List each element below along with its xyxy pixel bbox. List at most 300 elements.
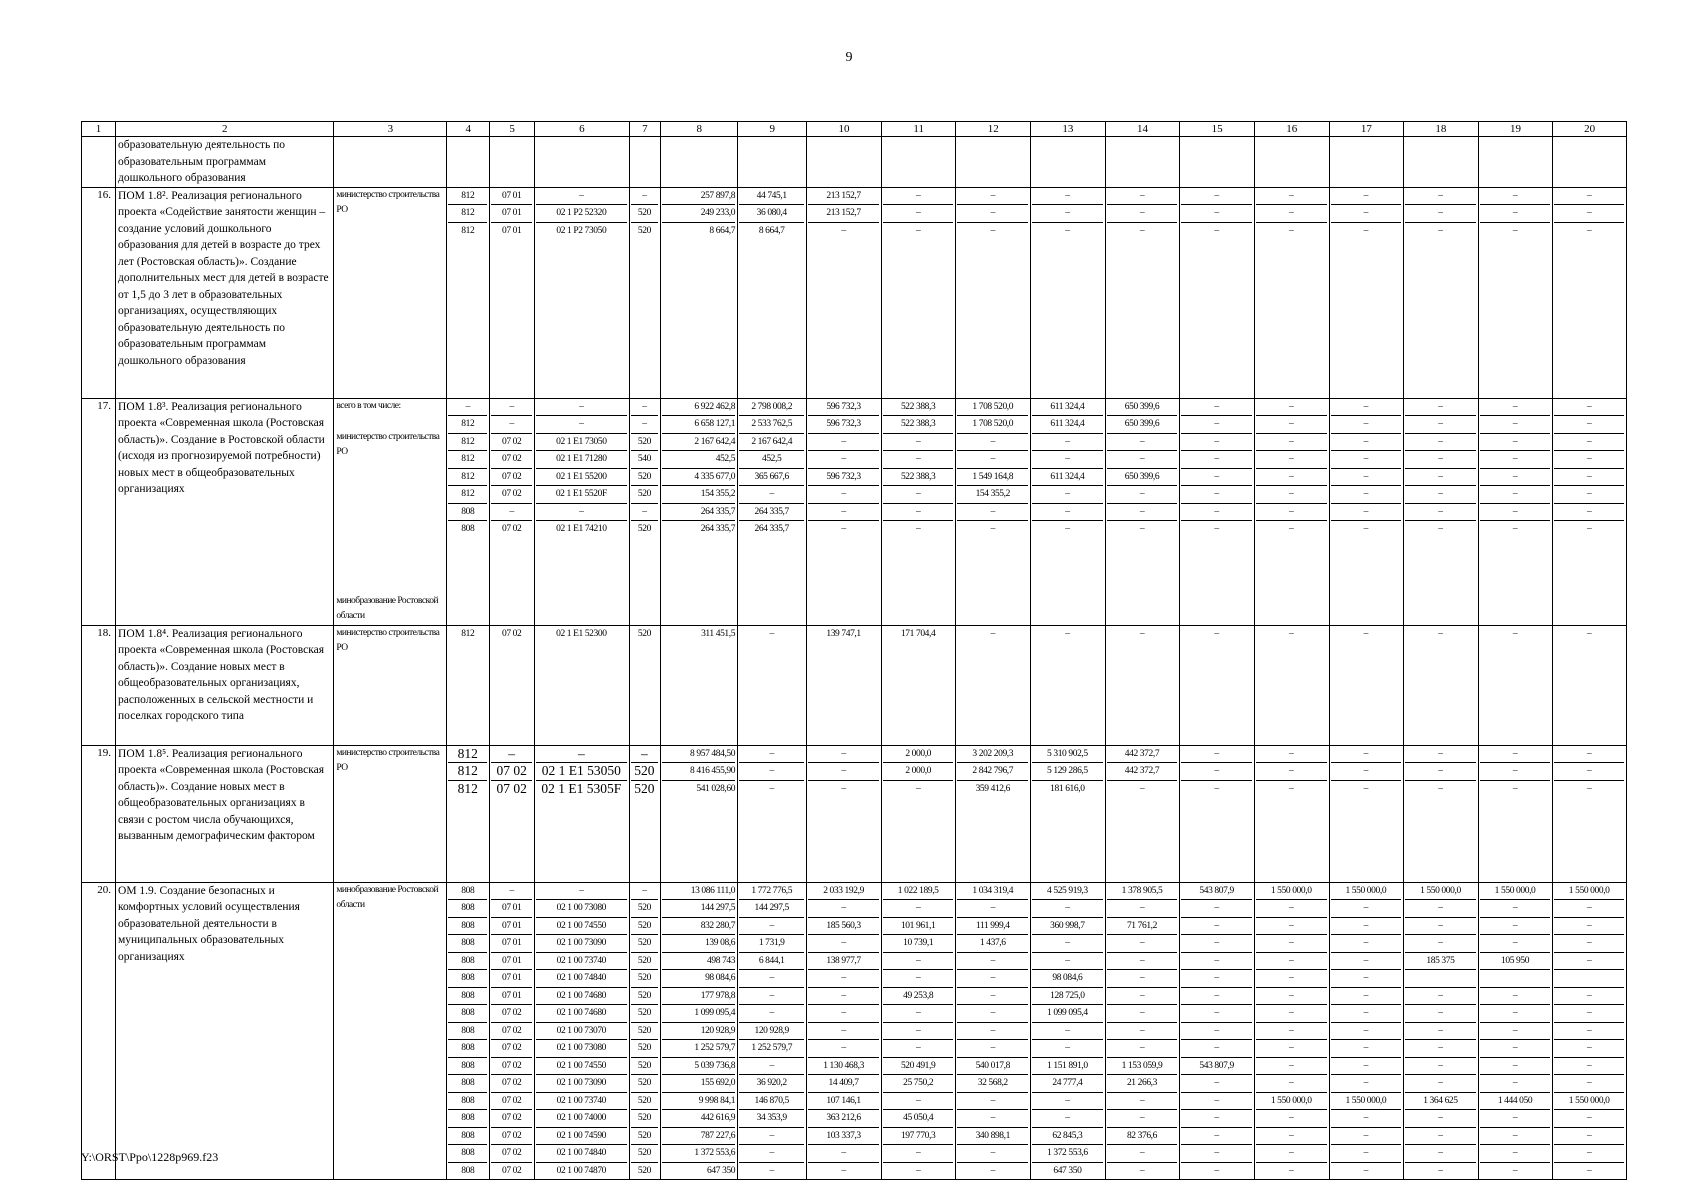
table-cell: 812 (457, 745, 478, 761)
table-cell: – (1331, 899, 1402, 917)
table-cell: 2 033 192,9 (823, 885, 864, 896)
table-cell: – (883, 780, 954, 798)
table-cell: – (1554, 987, 1624, 1005)
table-cell: – (1256, 1057, 1327, 1075)
table-cell: 139 08,6 (662, 934, 735, 952)
table-cell: – (1181, 1127, 1252, 1145)
table-cell: 520 (631, 1074, 659, 1092)
table-cell: 520 (631, 520, 659, 538)
table-cell: 264 335,7 (739, 520, 804, 538)
table-cell: 02 1 E1 53050 (536, 762, 626, 780)
table-cell: 832 280,7 (662, 917, 735, 935)
table-cell: – (1480, 1127, 1551, 1145)
table-cell: 520 (631, 1022, 659, 1040)
table-cell: 498 743 (662, 952, 735, 970)
table-cell: 197 770,3 (883, 1127, 954, 1145)
table-cell: – (1480, 1022, 1551, 1040)
table-cell: – (1214, 401, 1219, 412)
table-cell: – (1405, 1074, 1476, 1092)
table-cell: 02 1 P2 52320 (536, 204, 626, 222)
table-cell: 14 409,7 (808, 1074, 879, 1092)
table-cell: 120 928,9 (662, 1022, 735, 1040)
table-cell: 5 310 902,5 (1047, 748, 1088, 759)
table-cell: – (1480, 987, 1551, 1005)
table-cell (957, 137, 1028, 154)
measure-name: ПОМ 1.8². Реализация регионального проекта «Содействие занятости женщин – создание условий дошкольного образования для детей в возрасте до трех лет (Ростовская область)». Создание дополнительных мест для детей в возрасте от 1,5 до 3 лет в образовательных организациях, осуществляющих образовательную деятельность по образовательным программам дошкольного образования (116, 187, 334, 398)
table-cell: 02 1 00 74550 (536, 917, 626, 935)
table-cell: – (1065, 190, 1070, 201)
table-cell: – (1512, 628, 1518, 639)
amount-column-15 (1180, 745, 1255, 882)
code-column-c7 (629, 398, 661, 625)
table-cell: – (1405, 1127, 1476, 1145)
table-cell: 808 (448, 1092, 487, 1110)
amount-column-8 (661, 187, 738, 398)
amount-column-10 (807, 882, 882, 1180)
table-cell: 2 167 642,4 (662, 433, 735, 451)
table-cell: – (1480, 1074, 1551, 1092)
table-cell: – (1181, 952, 1252, 970)
responsible-label: минобразование Ростовской области (336, 595, 439, 621)
table-cell: 340 898,1 (957, 1127, 1028, 1145)
table-cell: – (883, 1162, 954, 1180)
table-cell: 520 (631, 1092, 659, 1110)
amount-column-17 (1329, 625, 1404, 745)
table-cell: – (1331, 415, 1402, 433)
table-cell (1405, 969, 1476, 987)
table-cell: – (1405, 780, 1476, 798)
table-cell: 311 451,5 (701, 628, 736, 639)
table-cell: 520 (631, 1162, 659, 1180)
table-cell: 812 (448, 762, 487, 780)
amount-column-9 (738, 745, 807, 882)
table-cell: 07 01 (491, 917, 532, 935)
table-cell: 596 732,3 (808, 415, 879, 433)
table-cell: – (1107, 969, 1178, 987)
table-cell: – (1405, 899, 1476, 917)
table-cell: – (957, 1004, 1028, 1022)
amount-column-19 (1478, 398, 1553, 625)
table-cell: – (1480, 1004, 1551, 1022)
table-cell: 02 1 00 74550 (536, 1057, 626, 1075)
table-cell: 02 1 E1 52300 (556, 628, 607, 639)
table-cell: 120 928,9 (739, 1022, 804, 1040)
table-cell: 07 02 (491, 1004, 532, 1022)
amount-column-19 (1478, 137, 1553, 188)
amount-column-20 (1553, 398, 1627, 625)
code-column-c5 (490, 398, 535, 625)
responsible-label: минобразование Ростовской области (336, 884, 439, 910)
table-cell: – (1480, 762, 1551, 780)
table-cell: 264 335,7 (662, 520, 735, 538)
column-header-13: 13 (1031, 122, 1106, 137)
table-cell: 13 086 111,0 (690, 885, 736, 896)
table-cell: – (1405, 762, 1476, 780)
table-cell: 808 (448, 934, 487, 952)
code-column-c5 (490, 137, 535, 188)
table-cell: – (1331, 917, 1402, 935)
amount-column-14 (1105, 187, 1180, 398)
table-cell: 543 807,9 (1199, 885, 1234, 896)
table-cell: – (1405, 222, 1476, 240)
table-cell (1181, 137, 1252, 154)
table-cell: 02 1 00 74840 (536, 1144, 626, 1162)
table-cell: – (739, 969, 804, 987)
table-cell: 49 253,8 (883, 987, 954, 1005)
amount-column-12 (956, 398, 1031, 625)
table-cell: 812 (448, 433, 487, 451)
amount-column-18 (1404, 745, 1479, 882)
table-cell: – (957, 952, 1028, 970)
amount-column-14 (1105, 137, 1180, 188)
amount-column-11 (881, 882, 956, 1180)
table-cell: 520 491,9 (883, 1057, 954, 1075)
code-column-c5 (490, 745, 535, 882)
amount-column-14 (1105, 882, 1180, 1180)
table-cell: 02 1 00 74840 (536, 969, 626, 987)
table-cell: 02 1 00 74870 (536, 1162, 626, 1180)
table-cell: – (1181, 1109, 1252, 1127)
table-cell: – (1554, 503, 1624, 521)
table-cell: – (1256, 485, 1327, 503)
table-cell: – (841, 748, 846, 759)
table-cell: – (883, 1039, 954, 1057)
amount-column-18 (1404, 882, 1479, 1180)
column-header-3: 3 (334, 122, 447, 137)
table-cell: – (1181, 450, 1252, 468)
table-cell: 07 01 (491, 969, 532, 987)
code-column-c4 (447, 137, 490, 188)
table-cell: 1 549 164,8 (957, 468, 1028, 486)
table-cell: 1 252 579,7 (739, 1039, 804, 1057)
amount-column-20 (1553, 745, 1627, 882)
table-cell: 2 000,0 (905, 748, 932, 759)
table-cell: 808 (448, 917, 487, 935)
amount-column-9 (738, 137, 807, 188)
table-cell: – (883, 1004, 954, 1022)
table-cell: 257 897,8 (700, 190, 736, 201)
table-cell: – (808, 433, 879, 451)
table-cell: – (957, 1092, 1028, 1110)
table-cell: 98 084,6 (662, 969, 735, 987)
table-cell: 812 (448, 222, 487, 240)
table-cell: – (1181, 222, 1252, 240)
table-cell: – (883, 952, 954, 970)
budget-table (81, 121, 1627, 1180)
amount-column-20 (1553, 882, 1627, 1180)
table-cell: 213 152,7 (808, 204, 879, 222)
table-cell: – (957, 899, 1028, 917)
column-header-16: 16 (1254, 122, 1329, 137)
table-cell: – (642, 401, 647, 412)
table-cell: – (1554, 762, 1624, 780)
table-cell: – (1107, 1022, 1178, 1040)
table-cell: 812 (448, 204, 487, 222)
code-column-c6 (535, 882, 629, 1180)
responsible-label: министерство строительства РО (336, 189, 440, 215)
amount-column-17 (1329, 882, 1404, 1180)
amount-column-12 (956, 187, 1031, 398)
amount-column-16 (1254, 745, 1329, 882)
code-column-c6 (535, 187, 629, 398)
table-cell: – (915, 190, 921, 201)
table-cell: 6 844,1 (739, 952, 804, 970)
table-cell: – (739, 762, 804, 780)
column-header-row (82, 122, 1627, 137)
table-cell: 139 747,1 (826, 628, 861, 639)
table-cell: 1 099 095,4 (662, 1004, 735, 1022)
table-cell: – (883, 1144, 954, 1162)
amount-column-9 (738, 625, 807, 745)
table-cell: – (1554, 485, 1624, 503)
table-cell: – (1107, 934, 1178, 952)
amount-column-14 (1105, 625, 1180, 745)
table-cell (662, 137, 735, 154)
amount-column-13 (1031, 882, 1106, 1180)
table-cell: 520 (631, 934, 659, 952)
column-header-15: 15 (1180, 122, 1255, 137)
table-cell: 8 416 455,90 (662, 762, 735, 780)
table-cell: – (1331, 204, 1402, 222)
amount-column-13 (1031, 625, 1106, 745)
table-cell: 02 1 00 74000 (536, 1109, 626, 1127)
code-column-c6 (535, 398, 629, 625)
amount-column-18 (1404, 398, 1479, 625)
table-cell: 02 1 00 73740 (536, 952, 626, 970)
table-cell: 520 (631, 952, 659, 970)
amount-column-10 (807, 187, 882, 398)
column-header-4: 4 (447, 122, 490, 137)
column-header-14: 14 (1105, 122, 1180, 137)
table-cell (739, 137, 804, 154)
amount-column-9 (738, 398, 807, 625)
table-cell: 808 (448, 1074, 487, 1092)
table-cell: – (1405, 415, 1476, 433)
amount-column-18 (1404, 187, 1479, 398)
table-cell: – (579, 885, 584, 896)
row-number (82, 137, 116, 188)
table-cell: – (883, 969, 954, 987)
table-cell: 07 01 (491, 222, 532, 240)
table-cell: – (1554, 415, 1624, 433)
table-cell: – (1256, 1022, 1327, 1040)
table-cell: 812 (448, 450, 487, 468)
table-cell: – (883, 1092, 954, 1110)
table-cell: 07 02 (491, 1057, 532, 1075)
table-cell: – (1181, 1039, 1252, 1057)
table-cell: 365 667,6 (739, 468, 804, 486)
table-cell: 2 000,0 (883, 762, 954, 780)
table-cell: – (1256, 1127, 1327, 1145)
table-cell: 185 375 (1405, 952, 1476, 970)
table-cell: – (1512, 401, 1518, 412)
table-cell: – (1181, 1004, 1252, 1022)
amount-column-12 (956, 882, 1031, 1180)
table-cell: – (957, 520, 1028, 538)
amount-column-19 (1478, 745, 1553, 882)
table-cell: – (957, 1162, 1028, 1180)
table-cell: 1 372 553,6 (1032, 1144, 1103, 1162)
amount-column-16 (1254, 882, 1329, 1180)
table-cell: – (1032, 899, 1103, 917)
table-cell: – (1480, 1039, 1551, 1057)
table-cell: – (883, 1022, 954, 1040)
table-cell: 103 337,3 (808, 1127, 879, 1145)
table-cell: – (1554, 222, 1624, 240)
table-cell: – (1331, 503, 1402, 521)
table-cell: 07 02 (491, 468, 532, 486)
table-cell: 249 233,0 (662, 204, 735, 222)
table-cell: 07 01 (491, 952, 532, 970)
table-cell: – (1554, 934, 1624, 952)
table-cell: 144 297,5 (739, 899, 804, 917)
table-cell: – (1256, 1074, 1327, 1092)
amount-column-11 (881, 137, 956, 188)
responsible-executor (334, 625, 447, 745)
table-cell: – (808, 987, 879, 1005)
table-cell: 264 335,7 (739, 503, 804, 521)
table-cell: 107 146,1 (808, 1092, 879, 1110)
table-cell (1480, 969, 1551, 987)
table-cell: – (1256, 503, 1327, 521)
table-cell: – (1181, 415, 1252, 433)
table-cell: – (1480, 934, 1551, 952)
table-cell: 02 1 E1 5520F (536, 485, 626, 503)
table-cell: 185 560,3 (808, 917, 879, 935)
table-cell: – (579, 401, 584, 412)
table-cell: 808 (448, 987, 487, 1005)
amount-column-11 (881, 745, 956, 882)
amount-column-10 (807, 398, 882, 625)
table-cell: – (883, 450, 954, 468)
table-cell: – (1331, 987, 1402, 1005)
table-cell: 1 731,9 (739, 934, 804, 952)
table-cell: 611 324,4 (1050, 401, 1085, 412)
table-cell: 25 750,2 (883, 1074, 954, 1092)
table-cell: – (1331, 969, 1402, 987)
table-cell: – (1331, 1074, 1402, 1092)
responsible-label: всего в том числе: (336, 400, 401, 411)
table-cell: – (1554, 1127, 1624, 1145)
table-cell: – (1405, 485, 1476, 503)
table-cell: 808 (448, 1162, 487, 1180)
table-cell: – (1405, 503, 1476, 521)
table-cell (1256, 137, 1327, 154)
table-cell: – (808, 1144, 879, 1162)
table-cell: – (1107, 1109, 1178, 1127)
table-cell: 07 02 (491, 1039, 532, 1057)
table-cell: – (1480, 468, 1551, 486)
table-cell: – (1289, 628, 1294, 639)
table-cell: 812 (461, 628, 475, 639)
amount-column-9 (738, 882, 807, 1180)
table-cell: – (1438, 628, 1443, 639)
table-cell: 808 (448, 1039, 487, 1057)
table-cell: 02 1 00 73080 (536, 1039, 626, 1057)
table-cell: 1 550 000,0 (1420, 885, 1461, 896)
table-cell: – (1181, 1074, 1252, 1092)
table-cell: 1 378 905,5 (1121, 885, 1163, 896)
table-cell: – (1032, 934, 1103, 952)
table-cell: 101 961,1 (883, 917, 954, 935)
table-cell: – (1181, 987, 1252, 1005)
table-cell: – (1554, 780, 1624, 798)
table-cell: – (1256, 1004, 1327, 1022)
column-header-2: 2 (116, 122, 334, 137)
table-cell: – (1256, 987, 1327, 1005)
table-cell: – (1181, 204, 1252, 222)
column-header-10: 10 (807, 122, 882, 137)
amount-column-20 (1553, 137, 1627, 188)
table-cell: – (1032, 520, 1103, 538)
column-header-7: 7 (629, 122, 661, 137)
table-cell: – (1256, 899, 1327, 917)
table-cell: – (1331, 1109, 1402, 1127)
table-cell: – (1480, 415, 1551, 433)
table-cell: – (1181, 1162, 1252, 1180)
table-cell: – (1107, 1092, 1178, 1110)
table-cell: 808 (448, 1144, 487, 1162)
table-cell: 3 202 209,3 (972, 748, 1014, 759)
table-cell: 02 1 E1 55200 (536, 468, 626, 486)
table-cell: – (1554, 917, 1624, 935)
table-cell: – (1032, 450, 1103, 468)
table-cell: 520 (631, 222, 659, 240)
table-cell: 808 (448, 1057, 487, 1075)
table-cell: – (808, 485, 879, 503)
table-cell: 812 (461, 190, 475, 201)
table-cell: – (1331, 1144, 1402, 1162)
table-cell: 07 02 (491, 433, 532, 451)
table-row (82, 398, 1627, 625)
measure-name: образовательную деятельность по образовательным программам дошкольного образования (116, 137, 334, 188)
table-cell: 07 01 (491, 899, 532, 917)
table-cell: 650 399,6 (1124, 401, 1160, 412)
table-cell: – (1554, 520, 1624, 538)
table-cell: – (1256, 415, 1327, 433)
table-cell: 522 388,3 (883, 415, 954, 433)
table-cell: 213 152,7 (826, 190, 861, 201)
table-cell: 02 1 P2 73050 (536, 222, 626, 240)
table-cell: – (1107, 780, 1178, 798)
table-cell: – (1331, 780, 1402, 798)
table-cell (1032, 137, 1103, 154)
table-cell: – (1181, 485, 1252, 503)
table-cell: – (739, 1004, 804, 1022)
column-header-6: 6 (535, 122, 629, 137)
table-cell: 1 252 579,7 (662, 1039, 735, 1057)
table-cell: – (1181, 1022, 1252, 1040)
table-cell: – (1554, 1004, 1624, 1022)
table-cell: 264 335,7 (662, 503, 735, 521)
table-cell: 520 (631, 1057, 659, 1075)
table-cell: 520 (631, 1004, 659, 1022)
table-cell: – (739, 1127, 804, 1145)
table-cell: – (577, 745, 585, 761)
table-cell: 1 550 000,0 (1270, 885, 1312, 896)
table-cell: 111 999,4 (957, 917, 1028, 935)
table-cell: – (1331, 1162, 1402, 1180)
table-cell: – (808, 1004, 879, 1022)
measure-name: ПОМ 1.8⁵. Реализация регионального проекта «Современная школа (Ростовская область)». Создание новых мест в общеобразовательных организациях в связи с ростом числа обучающихся, вызванным демографическим фактором (116, 745, 334, 882)
code-column-c7 (629, 745, 661, 882)
table-cell: – (1405, 520, 1476, 538)
amount-column-11 (881, 625, 956, 745)
table-cell: – (1586, 401, 1592, 412)
amount-column-8 (661, 745, 738, 882)
table-cell: – (1480, 450, 1551, 468)
amount-column-8 (661, 882, 738, 1180)
